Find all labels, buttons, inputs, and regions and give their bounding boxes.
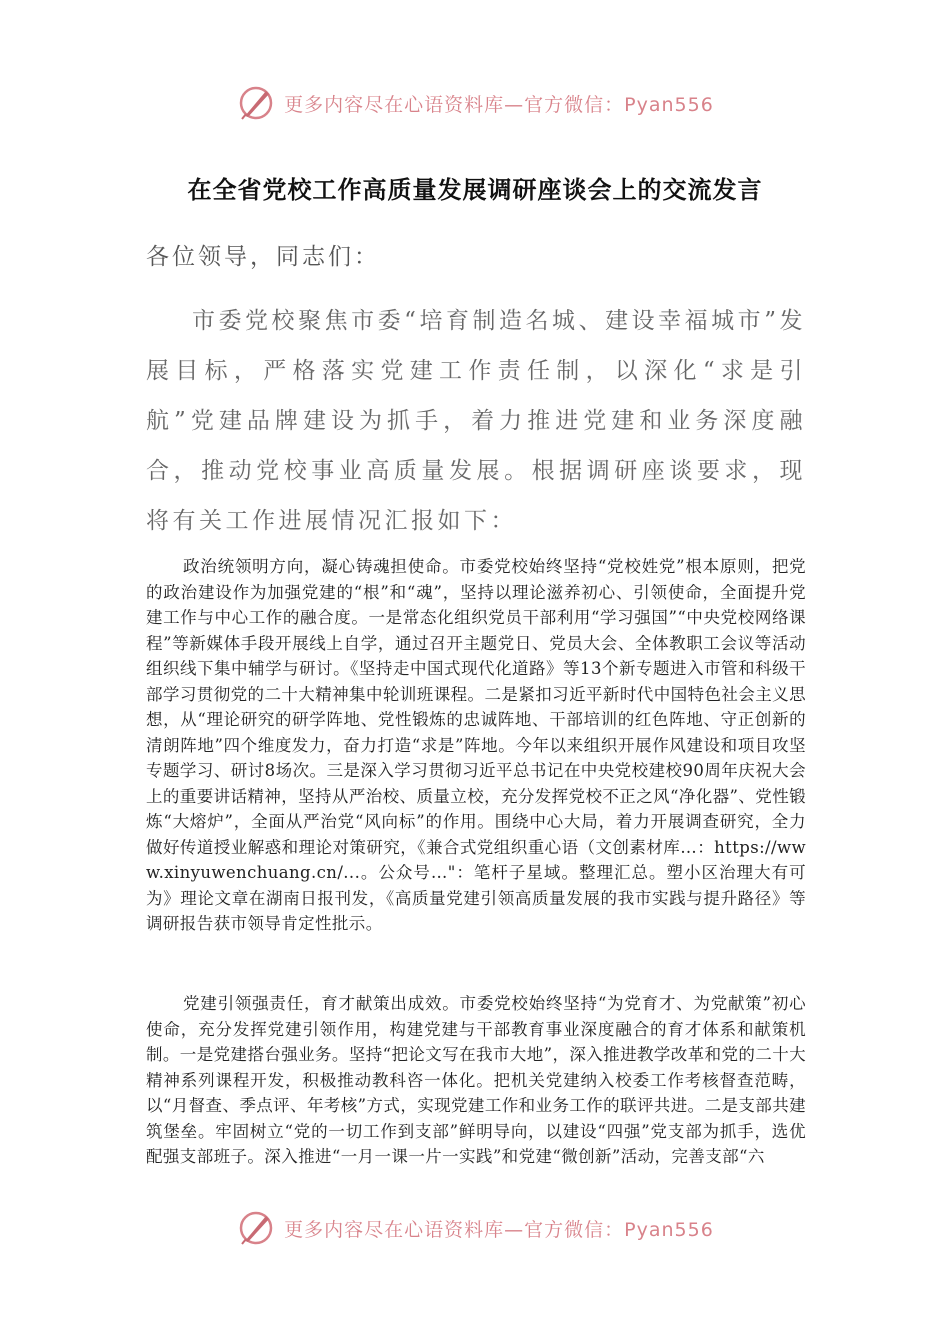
watermark-banner-bottom <box>0 1203 950 1253</box>
body-paragraph-1: 政治统领明方向，凝心铸魂担使命。市委党校始终坚持“党校姓党”根本原则，把党的政治建设作为加强党建的“根”和“魂”，坚持以理论滋养初心、引领使命，全面提升党建工作与中心工作的融合度。一是常态化组织党员干部利用“学习强国”“中央党校网络课程”等新媒体手段开展线上自学，通过召开主题党日、党员大会、全体教职工会议等活动组织线下集中辅学与研讨。《坚持走中国式现代化道路》等13个新专题进入市管和科级干部学习贯彻党的二十大精神集中轮训班课程。二是紧扣习近平新时代中国特色社会主义思想，从“理论研究的研学阵地、党性锻炼的忠诚阵地、干部培训的红色阵地、守正创新的清朗阵地”四个维度发力，奋力打造“求是”阵地。今年以来组织开展作风建设和项目攻坚专题学习、研讨8场次。三是深入学习贯彻习近平总书记在中央党校建校90周年庆祝大会上的重要讲话精神，坚持从严治校、质量立校，充分发挥党校不正之风“净化器”、党性锻炼“大熔炉”，全面从严治党“风向标”的作用。围绕中心大局，着力开展调查研究，全力做好传道授业解惑和理论对策研究，《兼合式党组织重心语（文创素材库…：https://www.xinyuwenchuang.cn/...。公众号…"：笔杆子星域。整理汇总。塑小区治理大有可为》理论文章在湖南日报刊发，《高质量党建引领高质量发展的我市实践与提升路径》等调研报告获市领导肯定性批示。 <box>146 557 806 933</box>
body-paragraph-2: 党建引领强责任，育才献策出成效。市委党校始终坚持“为党育才、为党献策”初心使命，充分发挥党建引领作用，构建党建与干部教育事业深度融合的育才体系和献策机制。一是党建搭台强业务。坚持“把论文写在我市大地”，深入推进教学改革和党的二十大精神系列课程开发，积极推动教科咨一体化。把机关党建纳入校委工作考核督查范畴，以“月督查、季点评、年考核”方式，实现党建工作和业务工作的联评共进。二是支部共建筑堡垒。牢固树立“党的一切工作到支部”鲜明导向，以建设“四强”党支部为抓手，选优配强支部班子。深入推进“一月一课一片一实践”和党建“微创新”活动，完善支部“六 <box>146 994 806 1166</box>
watermark-text: 更多内容尽在心语资料库—官方微信：Pyan556 <box>284 1218 714 1241</box>
document-title: 在全省党校工作高质量发展调研座谈会上的交流发言 <box>187 176 763 204</box>
quill-pen-icon <box>236 1208 276 1248</box>
quill-pen-icon <box>236 83 276 123</box>
intro-paragraph: 市委党校聚焦市委“培育制造名城、建设幸福城市”发展目标，严格落实党建工作责任制，以深化“求是引航”党建品牌建设为抓手，着力推进党建和业务深度融合，推动党校事业高质量发展。根据调研座谈要求，现将有关工作进展情况汇报如下： <box>146 308 806 534</box>
watermark-text: 更多内容尽在心语资料库—官方微信：Pyan556 <box>284 93 714 116</box>
watermark-banner-top <box>0 78 950 128</box>
salutation: 各位领导，同志们： <box>146 244 380 270</box>
